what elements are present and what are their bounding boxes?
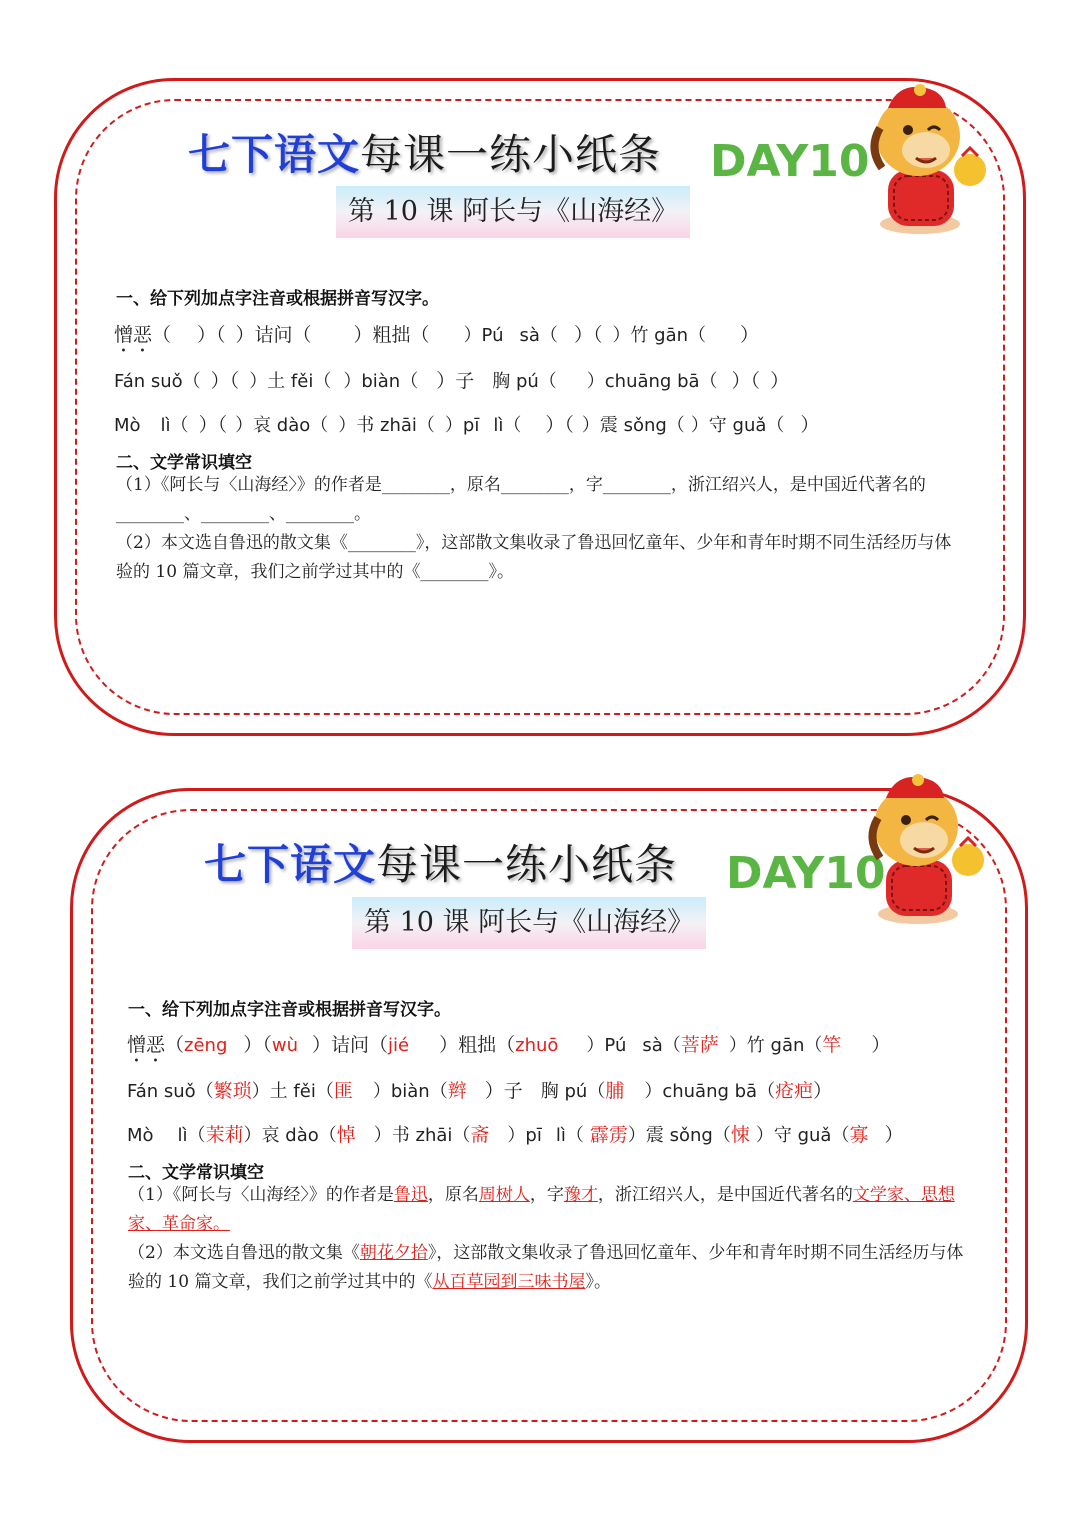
section-1-heading: 一、给下列加点字注音或根据拼音写汉字。	[116, 289, 439, 309]
pinyin-row-2	[114, 366, 789, 393]
section-1-heading: 一、给下列加点字注音或根据拼音写汉字。	[128, 1000, 451, 1020]
cell: ）Pú	[463, 325, 504, 346]
answer: 斋	[470, 1124, 490, 1146]
cell: ）子	[484, 1080, 523, 1102]
answer: wù	[271, 1035, 299, 1056]
cell: ）哀 dào（	[235, 415, 329, 436]
cell: ）	[813, 1080, 833, 1102]
cell: ）诘问（	[235, 324, 312, 346]
answer: 从百草园到三味书屋	[432, 1272, 586, 1292]
answer: 朝花夕拾	[359, 1243, 428, 1263]
answer: 辫	[447, 1080, 467, 1102]
cell: Fán suǒ（	[114, 371, 201, 392]
question-1: （1）《阿长与〈山海经〉》的作者是________，原名________，字________，浙江绍兴人，是中国近代著名的________、________、________。	[116, 475, 926, 524]
day-label: DAY10	[726, 848, 886, 899]
day-label: DAY10	[710, 136, 870, 187]
answer: 菩萨	[680, 1034, 719, 1056]
cell: sà（	[519, 325, 558, 346]
cell: ）	[871, 1034, 891, 1056]
cell: ）竹 gān（	[612, 325, 707, 346]
cell: ）pī	[444, 415, 480, 436]
title-subject: 七下语文	[188, 130, 361, 179]
cell: 憎恶（	[127, 1034, 185, 1056]
answer: 周树人	[478, 1185, 530, 1205]
q-text: 》，这部散文集收录了鲁迅回忆童年、少年和青年时期不同生活经历与体验的 10 篇文章，我们之前学过其中的《	[128, 1243, 964, 1292]
cell: lì（	[493, 415, 522, 436]
lesson-title: 第 10 课 阿长与《山海经》	[336, 186, 690, 238]
page-title	[204, 832, 677, 892]
answer: 竿	[822, 1034, 842, 1056]
question-2: （2）本文选自鲁迅的散文集《________》，这部散文集收录了鲁迅回忆童年、少年和青年时期不同生活经历与体验的 10 篇文章，我们之前学过其中的《________》。	[116, 533, 952, 582]
pinyin-row-2	[127, 1076, 832, 1103]
lesson-title: 第 10 课 阿长与《山海经》	[352, 897, 706, 949]
q-text: 》。	[585, 1272, 611, 1292]
cell: lì（	[555, 1125, 584, 1146]
answer: 霹雳	[589, 1124, 628, 1146]
cell: 胸 pú（	[540, 1081, 606, 1102]
answer: 寡	[849, 1124, 869, 1146]
cell: Mò	[114, 415, 141, 436]
section-2-heading: 二、文学常识填空	[116, 453, 252, 473]
horse-mascot-icon	[858, 78, 988, 240]
answer: 悚	[730, 1124, 750, 1146]
cell: ）震 sǒng（	[581, 415, 685, 436]
cell: ）（	[197, 324, 226, 346]
answer: 繁琐	[213, 1080, 252, 1102]
question-1	[128, 1181, 970, 1239]
cell: ）	[740, 324, 760, 346]
cell: 憎恶（	[114, 324, 172, 346]
q-text: ，浙江绍兴人，是中国近代著名的	[597, 1185, 853, 1205]
answer: 匪	[333, 1080, 353, 1102]
q-text: （2）本文选自鲁迅的散文集《	[128, 1243, 360, 1263]
cell: ）土 fěi（	[249, 371, 332, 392]
cell: ）	[884, 1124, 904, 1146]
cell: ）震 sǒng（	[627, 1125, 731, 1146]
answer: 豫才	[563, 1185, 598, 1205]
answer: 悼	[336, 1124, 356, 1146]
pinyin-row-1	[114, 320, 759, 357]
cell: ）土 fěi（	[251, 1081, 334, 1102]
pinyin-row-1	[127, 1030, 890, 1067]
cell: ）（	[243, 1034, 272, 1056]
cell: ）守 guǎ（	[755, 1125, 850, 1146]
section-2-heading: 二、文学常识填空	[128, 1163, 264, 1183]
cell: ）书 zhāi（	[373, 1125, 471, 1146]
cell: ）chuāng bā（	[586, 371, 718, 392]
cell: ）biàn（	[372, 1081, 448, 1102]
cell: ）粗拙（	[439, 1034, 516, 1056]
cell: 胸 pú（	[492, 371, 557, 392]
answer: zēng	[184, 1035, 228, 1056]
horse-mascot-icon	[856, 768, 986, 930]
cell: ）（	[198, 414, 228, 436]
answer: 鲁迅	[393, 1185, 428, 1205]
cell: ）（	[573, 324, 603, 346]
cell: lì（	[177, 1125, 206, 1146]
cell: ）	[770, 370, 790, 392]
cell: sà（	[642, 1035, 681, 1056]
cell: ）（	[731, 370, 761, 392]
answer: jié	[388, 1035, 410, 1056]
cell: ）诘问（	[312, 1034, 389, 1056]
cell: ）哀 dào（	[243, 1125, 337, 1146]
title-rest: 每课一练小纸条	[360, 130, 662, 179]
cell: ）（	[545, 414, 574, 436]
cell: ）Pú	[586, 1035, 627, 1056]
answer: 疮疤	[775, 1080, 814, 1102]
pinyin-row-3	[114, 410, 819, 437]
cell: ）子	[436, 370, 475, 392]
q-text: ，字	[529, 1185, 564, 1205]
question-2	[128, 1239, 970, 1297]
cell: ）pī	[507, 1125, 542, 1146]
cell: ）守 guǎ（	[690, 415, 785, 436]
cell: Fán suǒ（	[127, 1081, 214, 1102]
q-text: （1）《阿长与〈山海经〉》的作者是	[128, 1185, 394, 1205]
title-rest: 每课一练小纸条	[376, 840, 678, 889]
title-subject: 七下语文	[204, 840, 377, 889]
cell: ）chuāng bā（	[644, 1081, 776, 1102]
q-text: ，原名	[427, 1185, 479, 1205]
cell: ）竹 gān（	[728, 1035, 823, 1056]
answer: 脯	[605, 1080, 625, 1102]
cell: ）	[800, 414, 820, 436]
cell: lì（	[160, 415, 189, 436]
cell: ）biàn（	[343, 371, 419, 392]
cell: ）（	[210, 370, 240, 392]
pinyin-row-3	[127, 1120, 903, 1147]
answer: zhuō	[515, 1035, 559, 1056]
cell: Mò	[127, 1125, 154, 1146]
cell: ）粗拙（	[353, 324, 430, 346]
page-title	[188, 122, 661, 182]
answer: 茉莉	[205, 1124, 244, 1146]
answer: 文学家、思想家、革命家。	[128, 1185, 955, 1234]
cell: ）书 zhāi（	[338, 415, 435, 436]
